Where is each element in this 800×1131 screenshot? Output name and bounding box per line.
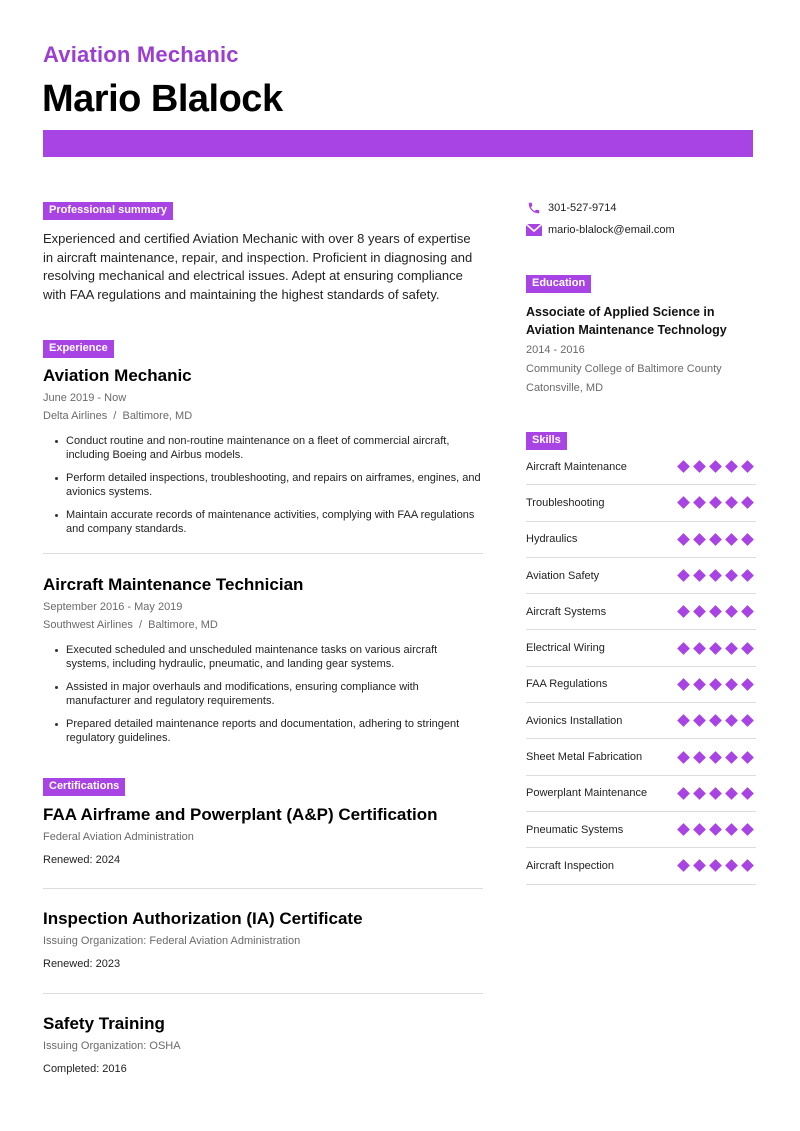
bullet-item: Maintain accurate records of maintenance activities, complying with FAA regulations and company standards. xyxy=(66,509,483,536)
experience-company-location: Delta Airlines / Baltimore, MD xyxy=(43,410,193,422)
skills-heading: Skills xyxy=(526,432,567,450)
summary-text: Experienced and certified Aviation Mechanic with over 8 years of expertise in aircraft maintenance, repair, and inspection. Proficient in diagnosing and resolving mechanical and electrical issues. Adept at ensuring compliance with FAA regulations and maintaining the highest standards of safety. xyxy=(43,231,473,302)
diamond-icon xyxy=(741,642,754,655)
experience-item xyxy=(43,366,483,546)
experience-heading: Experience xyxy=(43,340,114,358)
diamond-icon xyxy=(693,569,706,582)
diamond-icon xyxy=(677,460,690,473)
education-degree: Associate of Applied Science in Aviation Maintenance Technology xyxy=(526,305,727,337)
skill-name: FAA Regulations xyxy=(526,678,608,691)
skill-name: Powerplant Maintenance xyxy=(526,787,648,800)
skill-name: Aircraft Maintenance xyxy=(526,460,627,473)
diamond-icon xyxy=(725,460,738,473)
diamond-icon xyxy=(709,569,722,582)
diamond-icon xyxy=(741,533,754,546)
phone-icon xyxy=(526,201,542,215)
skills-list xyxy=(526,449,756,885)
envelope-icon xyxy=(526,223,542,237)
summary-heading: Professional summary xyxy=(43,202,173,220)
diamond-icon xyxy=(725,642,738,655)
certification-note: Completed: 2016 xyxy=(43,1063,127,1075)
diamond-icon xyxy=(725,533,738,546)
skill-row xyxy=(526,522,756,558)
diamond-icon xyxy=(709,751,722,764)
skill-rating xyxy=(672,644,752,653)
diamond-icon xyxy=(677,533,690,546)
diamond-icon xyxy=(725,605,738,618)
candidate-name: Mario Blalock xyxy=(42,78,283,120)
skills-section xyxy=(526,430,756,885)
skill-rating xyxy=(672,607,752,616)
experience-company-location: Southwest Airlines / Baltimore, MD xyxy=(43,619,218,631)
skill-rating xyxy=(672,498,752,507)
skill-row xyxy=(526,739,756,775)
diamond-icon xyxy=(677,751,690,764)
diamond-icon xyxy=(725,787,738,800)
skill-rating xyxy=(672,462,752,471)
contact-phone xyxy=(526,198,756,218)
diamond-icon xyxy=(725,823,738,836)
certification-title: Inspection Authorization (IA) Certificate xyxy=(43,909,363,928)
skill-row xyxy=(526,485,756,521)
diamond-icon xyxy=(741,823,754,836)
experience-item xyxy=(43,575,483,755)
certifications-section xyxy=(43,776,483,796)
diamond-icon xyxy=(693,533,706,546)
bullet-item: Prepared detailed maintenance reports and documentation, adhering to stringent regulatory guidelines. xyxy=(66,718,483,745)
diamond-icon xyxy=(677,860,690,873)
diamond-icon xyxy=(677,823,690,836)
skill-row xyxy=(526,594,756,630)
experience-section xyxy=(43,338,483,358)
diamond-icon xyxy=(693,460,706,473)
skill-rating xyxy=(672,680,752,689)
diamond-icon xyxy=(725,497,738,510)
diamond-icon xyxy=(693,751,706,764)
skill-name: Hydraulics xyxy=(526,533,578,546)
diamond-icon xyxy=(693,860,706,873)
diamond-icon xyxy=(677,569,690,582)
skill-row xyxy=(526,630,756,666)
diamond-icon xyxy=(741,860,754,873)
summary-section xyxy=(43,200,483,304)
education-dates: 2014 - 2016 xyxy=(526,344,585,356)
diamond-icon xyxy=(677,605,690,618)
diamond-icon xyxy=(677,714,690,727)
skill-row xyxy=(526,558,756,594)
skill-name: Troubleshooting xyxy=(526,496,605,509)
diamond-icon xyxy=(693,497,706,510)
certification-item xyxy=(43,1014,483,1075)
diamond-icon xyxy=(709,860,722,873)
contact-email xyxy=(526,220,756,240)
diamond-icon xyxy=(677,678,690,691)
certification-item xyxy=(43,805,483,866)
job-title: Aviation Mechanic xyxy=(43,42,239,67)
diamond-icon xyxy=(693,642,706,655)
diamond-icon xyxy=(677,497,690,510)
diamond-icon xyxy=(725,678,738,691)
diamond-icon xyxy=(709,642,722,655)
skill-rating xyxy=(672,861,752,870)
email-address[interactable]: mario-blalock@email.com xyxy=(548,224,675,236)
diamond-icon xyxy=(709,678,722,691)
education-section xyxy=(526,273,756,398)
experience-dates: June 2019 - Now xyxy=(43,392,127,404)
experience-bullets xyxy=(43,644,483,745)
certification-note: Renewed: 2024 xyxy=(43,854,121,866)
experience-dates: September 2016 - May 2019 xyxy=(43,601,183,613)
diamond-icon xyxy=(741,787,754,800)
bullet-item: Conduct routine and non-routine maintenance on a fleet of commercial aircraft, including Boeing and Airbus models. xyxy=(66,435,483,462)
skill-rating xyxy=(672,716,752,725)
diamond-icon xyxy=(709,605,722,618)
certification-title: Safety Training xyxy=(43,1014,165,1033)
skill-name: Avionics Installation xyxy=(526,714,623,727)
diamond-icon xyxy=(741,497,754,510)
skill-name: Aircraft Inspection xyxy=(526,859,615,872)
certifications-heading: Certifications xyxy=(43,778,125,796)
diamond-icon xyxy=(741,605,754,618)
phone-number[interactable]: 301-527-9714 xyxy=(548,202,617,214)
diamond-icon xyxy=(693,714,706,727)
certification-issuer: Issuing Organization: Federal Aviation Administration xyxy=(43,935,301,947)
diamond-icon xyxy=(693,787,706,800)
bullet-item: Perform detailed inspections, troubleshooting, and repairs on airframes, engines, and avionics systems. xyxy=(66,472,483,499)
header-accent-bar xyxy=(43,130,753,157)
skill-row xyxy=(526,449,756,485)
education-heading: Education xyxy=(526,275,591,293)
skill-row xyxy=(526,703,756,739)
diamond-icon xyxy=(709,460,722,473)
skill-rating xyxy=(672,789,752,798)
skill-rating xyxy=(672,535,752,544)
diamond-icon xyxy=(725,751,738,764)
skill-name: Pneumatic Systems xyxy=(526,823,624,836)
skill-row xyxy=(526,776,756,812)
certification-issuer: Issuing Organization: OSHA xyxy=(43,1040,181,1052)
education-school: Community College of Baltimore County xyxy=(526,363,722,375)
certification-title: FAA Airframe and Powerplant (A&P) Certification xyxy=(43,805,438,824)
divider xyxy=(43,993,483,994)
skill-name: Aircraft Systems xyxy=(526,605,607,618)
bullet-item: Executed scheduled and unscheduled maintenance tasks on various aircraft systems, including hydraulic, pneumatic, and landing gear systems. xyxy=(66,644,483,671)
diamond-icon xyxy=(741,751,754,764)
contact-section xyxy=(526,198,756,240)
skill-row xyxy=(526,667,756,703)
diamond-icon xyxy=(709,823,722,836)
diamond-icon xyxy=(725,860,738,873)
diamond-icon xyxy=(693,678,706,691)
experience-bullets xyxy=(43,435,483,536)
skill-rating xyxy=(672,825,752,834)
diamond-icon xyxy=(677,642,690,655)
skill-name: Aviation Safety xyxy=(526,569,600,582)
diamond-icon xyxy=(725,714,738,727)
diamond-icon xyxy=(693,605,706,618)
certification-item xyxy=(43,909,483,970)
skill-rating xyxy=(672,753,752,762)
experience-title: Aviation Mechanic xyxy=(43,366,192,385)
skill-row xyxy=(526,812,756,848)
skill-name: Sheet Metal Fabrication xyxy=(526,751,643,764)
skill-name: Electrical Wiring xyxy=(526,642,605,655)
diamond-icon xyxy=(709,787,722,800)
experience-title: Aircraft Maintenance Technician xyxy=(43,575,304,594)
education-location: Catonsville, MD xyxy=(526,382,604,394)
diamond-icon xyxy=(741,678,754,691)
diamond-icon xyxy=(741,569,754,582)
diamond-icon xyxy=(677,787,690,800)
diamond-icon xyxy=(709,497,722,510)
skill-row xyxy=(526,848,756,884)
diamond-icon xyxy=(709,533,722,546)
divider xyxy=(43,553,483,554)
diamond-icon xyxy=(725,569,738,582)
diamond-icon xyxy=(709,714,722,727)
diamond-icon xyxy=(741,460,754,473)
diamond-icon xyxy=(693,823,706,836)
divider xyxy=(43,888,483,889)
certification-note: Renewed: 2023 xyxy=(43,958,121,970)
diamond-icon xyxy=(741,714,754,727)
skill-rating xyxy=(672,571,752,580)
bullet-item: Assisted in major overhauls and modifications, ensuring compliance with manufacturer and regulatory requirements. xyxy=(66,681,483,708)
certification-issuer: Federal Aviation Administration xyxy=(43,831,194,843)
